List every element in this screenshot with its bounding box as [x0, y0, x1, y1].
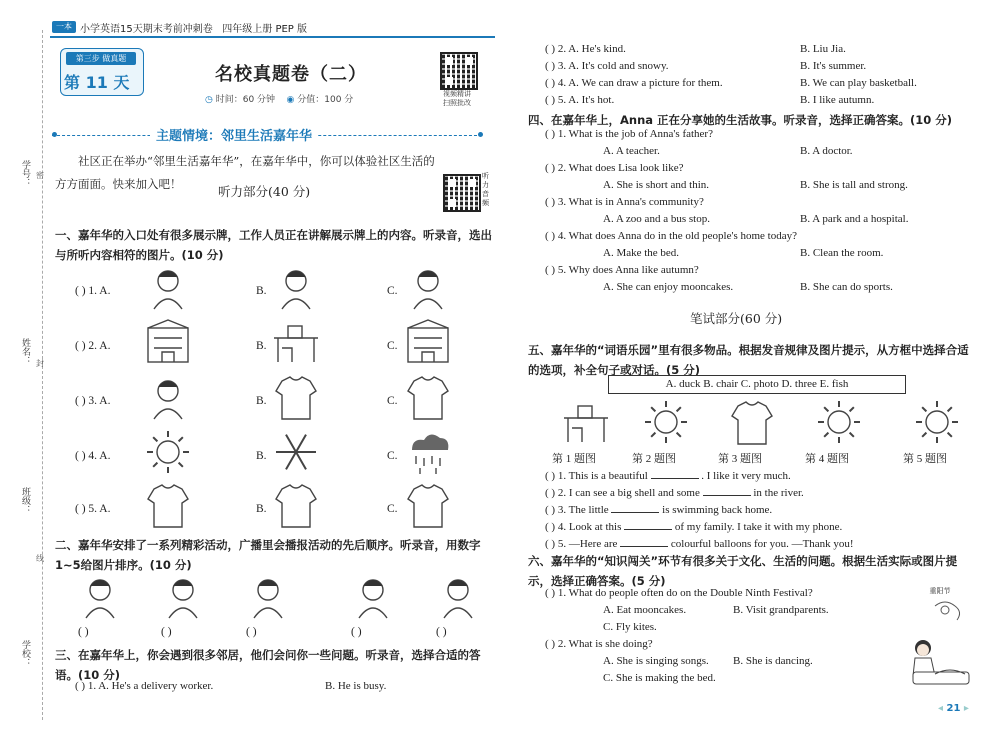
fill-blank[interactable] — [620, 536, 668, 547]
section4-question — [545, 264, 699, 276]
section3-item — [545, 43, 626, 55]
page-number-value: 21 — [946, 703, 961, 714]
shop-building-icon[interactable] — [140, 318, 196, 366]
s3-q1 — [75, 680, 213, 692]
option-c: C. She is making the bed. — [603, 672, 716, 684]
video-qr[interactable] — [440, 52, 478, 108]
festival-caption: 重阳节 — [929, 587, 951, 595]
option-a: A. A teacher. — [603, 145, 660, 157]
qr-caption: 视频精讲扫照批改 — [443, 90, 471, 107]
option-a: A. It's cold and snowy. — [568, 60, 669, 72]
section1-row — [75, 503, 110, 515]
sentence-start: —Here are — [568, 538, 618, 550]
student-id-label: 学号： — [20, 160, 30, 187]
exam-score: 分值：100 分 — [297, 95, 354, 105]
balloons-icon — [909, 398, 959, 442]
answer-blank[interactable]: ( ) 5. — [545, 264, 567, 276]
day-label: 第 11 天 — [64, 73, 130, 92]
section4-question — [545, 162, 684, 174]
picture-label: 第 2 题图 — [632, 453, 676, 465]
fish-icon — [638, 398, 688, 442]
listening-header: 听力部分(40 分) — [218, 184, 311, 199]
qr-code-icon[interactable] — [440, 52, 478, 90]
picture-label: 第 4 题图 — [805, 453, 849, 465]
kite-family-icon[interactable] — [430, 572, 496, 620]
audio-qr[interactable] — [443, 174, 481, 212]
option-b-label: B. — [256, 503, 267, 515]
question-text: What does Anna do in the old people's home today? — [568, 230, 797, 242]
s3-q1-option-b: B. He is busy. — [325, 680, 387, 692]
section5-title: 五、嘉年华的“词语乐园”里有很多物品。根据发音规律及图片提示，从方框中选择合适的选项，补全句子或对话。(5 分) — [528, 343, 969, 377]
option-a: A. She is short and thin. — [603, 179, 710, 191]
seal-mark-3: 线 — [36, 554, 44, 563]
girl-long-hair-icon[interactable] — [400, 373, 456, 421]
section1-row — [75, 285, 110, 297]
option-c-label: C. — [387, 503, 398, 515]
seal-mark-2: 封 — [36, 359, 44, 368]
section4-question — [545, 196, 704, 208]
sentence-start: The little — [568, 504, 609, 516]
snowflake-icon[interactable] — [268, 428, 324, 476]
question-text: What do people often do on the Double Ninth Festival? — [568, 587, 813, 599]
section3-item — [545, 77, 723, 89]
option-b: B. She is tall and strong. — [800, 179, 908, 191]
question-text: What is she doing? — [568, 638, 653, 650]
seal-mark-1: 密 — [36, 171, 44, 180]
section3-item — [545, 94, 614, 106]
answer-blank[interactable]: ( ) 2. — [545, 43, 567, 55]
option-a: A. It's hot. — [568, 94, 615, 106]
girl-short-hair-icon[interactable] — [268, 373, 324, 421]
answer-blank[interactable]: ( ) 2. — [545, 487, 567, 499]
fill-blank[interactable] — [624, 519, 672, 530]
order-blank[interactable]: ( ) — [351, 626, 362, 638]
answer-blank[interactable]: ( ) 1. — [545, 128, 567, 140]
answer-blank[interactable]: ( ) 1. — [545, 470, 567, 482]
sentence-start: This is a beautiful — [568, 470, 648, 482]
order-blank[interactable]: ( ) — [436, 626, 447, 638]
brand-badge: 一本 — [52, 21, 76, 33]
chef-icon[interactable] — [140, 263, 196, 311]
section4-question — [545, 230, 797, 242]
answer-blank[interactable]: ( ) 5. — [545, 538, 567, 550]
answer-blank[interactable]: ( ) 2. — [545, 638, 567, 650]
sentence-end: in the river. — [753, 487, 804, 499]
option-c-label: C. — [387, 395, 398, 407]
exam-time: 时间：60 分钟 — [215, 95, 276, 105]
option-b-label: B. — [256, 285, 267, 297]
fill-blank[interactable] — [651, 468, 699, 479]
sentence-end: of my family. I take it with my phone. — [674, 521, 843, 533]
section5-item — [545, 468, 791, 482]
answer-blank[interactable]: ( ) 4. — [545, 521, 567, 533]
option-b: B. She can do sports. — [800, 281, 893, 293]
sun-icon[interactable] — [140, 428, 196, 476]
binding-line — [42, 30, 43, 720]
shirt-icon[interactable] — [268, 481, 324, 529]
section6-question — [545, 587, 813, 599]
fill-blank[interactable] — [703, 485, 751, 496]
desk-chair-icon[interactable] — [268, 318, 324, 366]
snowman-icon[interactable] — [155, 572, 221, 620]
sweater-icon[interactable] — [140, 481, 196, 529]
section6-title: 六、嘉年华的“知识闯关”环节有很多关于文化、生活的问题。根据生活实际或图片提示，选择正确答案。(5 分) — [528, 554, 958, 588]
option-a: A. She can enjoy mooncakes. — [603, 281, 734, 293]
option-c: C. Fly kites. — [603, 621, 657, 633]
section5-item — [545, 536, 854, 550]
option-a: A. He's kind. — [568, 43, 626, 55]
order-blank[interactable]: ( ) — [78, 626, 89, 638]
picture-label: 第 5 题图 — [903, 453, 947, 465]
section3-title: 三、在嘉年华上，你会遇到很多邻居，他们会问你一些问题。听录音，选择合适的答语。(10 分) — [55, 648, 481, 682]
series-title — [80, 20, 307, 35]
girl-making-bed-icon — [905, 596, 975, 688]
theme-title: 主题情境：邻里生活嘉年华 — [150, 125, 318, 144]
page-number — [938, 703, 969, 714]
section2-title: 二、嘉年华安排了一系列精彩活动，广播里会播报活动的先后顺序。听录音，用数字 1~5给图片排序。(10 分) — [55, 538, 481, 572]
answer-blank[interactable]: ( ) 2. — [545, 162, 567, 174]
artist-icon[interactable] — [268, 263, 324, 311]
sentence-start: Look at this — [568, 521, 622, 533]
sweeping-boy-icon[interactable] — [72, 572, 138, 620]
section5-item — [545, 519, 842, 533]
question-text: What does Lisa look like? — [568, 162, 684, 174]
chair-icon — [558, 398, 608, 442]
kids-playing-icon[interactable] — [345, 572, 411, 620]
section1-title: 一、嘉年华的入口处有很多展示牌，工作人员正在讲解展示牌上的内容。听录音，选出与所听内容相符的图片。(10 分) — [55, 228, 492, 262]
section5-item — [545, 485, 804, 499]
school-label: 学校： — [20, 640, 30, 667]
option-c-label: C. — [387, 285, 398, 297]
sentence-end: colourful balloons for you. —Thank you! — [670, 538, 854, 550]
answer-blank[interactable]: ( ) 1. A. — [75, 285, 111, 297]
option-b: B. A doctor. — [800, 145, 853, 157]
duck-icon — [724, 398, 774, 442]
answer-blank[interactable]: ( ) 3. — [545, 504, 567, 516]
name-label: 姓名： — [20, 338, 30, 365]
option-a: A. We can draw a picture for them. — [568, 77, 723, 89]
section1-row — [75, 395, 110, 407]
question-text: What is the job of Anna's father? — [568, 128, 713, 140]
option-b: B. Clean the room. — [800, 247, 884, 259]
dress-icon[interactable] — [400, 481, 456, 529]
theme-dot-icon — [478, 132, 483, 137]
option-b: B. Visit grandparents. — [733, 604, 829, 616]
option-b-label: B. — [256, 395, 267, 407]
section5-item — [545, 502, 772, 516]
option-b: B. It's summer. — [800, 60, 867, 72]
answer-blank[interactable]: ( ) 3. — [545, 60, 567, 72]
fill-blank[interactable] — [611, 502, 659, 513]
cleaning-girl-icon[interactable] — [240, 572, 306, 620]
answer-blank[interactable]: ( ) 4. — [545, 230, 567, 242]
option-a: A. Eat mooncakes. — [603, 604, 687, 616]
option-c-label: C. — [387, 450, 398, 462]
audio-qr-caption: 听力音频 — [482, 172, 489, 207]
step-tag: 第三步 做真题 — [66, 52, 136, 65]
sweeper-icon[interactable] — [400, 263, 456, 311]
option-a: A. A zoo and a bus stop. — [603, 213, 710, 225]
option-b: B. Liu Jia. — [800, 43, 846, 55]
score-icon: ◉ — [286, 95, 295, 105]
word-options-box: A. duck B. chair C. photo D. three E. fish — [608, 375, 906, 394]
answer-blank[interactable]: ( ) 1. — [545, 587, 567, 599]
series-name: 小学英语15天期末考前冲刺卷 — [80, 24, 213, 35]
section4-title: 四、在嘉年华上，Anna 正在分享她的生活故事。听录音，选择正确答案。(10 分) — [528, 113, 953, 127]
picture-label: 第 1 题图 — [552, 453, 596, 465]
exam-title: 名校真题卷（二） — [215, 64, 367, 85]
order-blank[interactable]: ( ) — [246, 626, 257, 638]
sentence-start: I can see a big shell and some — [568, 487, 700, 499]
theme-intro: 社区正在举办“邻里生活嘉年华”，在嘉年华中，你可以体验社区生活的方方面面。快来加入吧！ — [55, 154, 435, 191]
option-c-label: C. — [387, 340, 398, 352]
option-b-label: B. — [256, 340, 267, 352]
option-a: A. Make the bed. — [603, 247, 680, 259]
answer-blank[interactable]: ( ) 4. — [545, 77, 567, 89]
section3-item — [545, 60, 669, 72]
prev-arrow-icon: ◂ — [938, 703, 944, 714]
double-ninth-illustration — [905, 586, 975, 686]
option-a: A. She is singing songs. — [603, 655, 709, 667]
answer-blank[interactable]: ( ) 1. — [75, 680, 97, 692]
section1-row — [75, 340, 110, 352]
edition: 四年级上册 PEP 版 — [222, 24, 308, 35]
exam-info — [205, 92, 353, 105]
family-photo-icon — [811, 398, 861, 442]
option-b: B. A park and a hospital. — [800, 213, 909, 225]
sentence-end: is swimming back home. — [662, 504, 773, 516]
answer-blank[interactable]: ( ) 2. A. — [75, 340, 111, 352]
sentence-end: . I like it very much. — [701, 470, 791, 482]
header-rule — [50, 36, 495, 38]
option-a: A. He's a delivery worker. — [98, 680, 214, 692]
section4-question — [545, 128, 713, 140]
theme-dot-icon — [52, 132, 57, 137]
rain-cloud-icon[interactable] — [400, 428, 456, 476]
answer-blank[interactable]: ( ) 5. A. — [75, 503, 111, 515]
writing-header: 笔试部分(60 分) — [690, 311, 783, 326]
section1-row — [75, 450, 110, 462]
answer-blank[interactable]: ( ) 3. — [545, 196, 567, 208]
order-blank[interactable]: ( ) — [161, 626, 172, 638]
option-b-label: B. — [256, 450, 267, 462]
clock-icon: ◷ — [205, 95, 213, 105]
class-label: 班级： — [20, 487, 30, 514]
qr-code-icon[interactable] — [443, 174, 481, 212]
option-b: B. I like autumn. — [800, 94, 875, 106]
option-b: B. We can play basketball. — [800, 77, 917, 89]
next-arrow-icon: ▸ — [963, 703, 969, 714]
section6-question — [545, 638, 653, 650]
boy-face-icon[interactable] — [140, 373, 196, 421]
answer-blank[interactable]: ( ) 5. — [545, 94, 567, 106]
tall-building-icon[interactable] — [400, 318, 456, 366]
option-b: B. She is dancing. — [733, 655, 813, 667]
question-text: Why does Anna like autumn? — [568, 264, 699, 276]
answer-blank[interactable]: ( ) 3. A. — [75, 395, 111, 407]
answer-blank[interactable]: ( ) 4. A. — [75, 450, 111, 462]
picture-label: 第 3 题图 — [718, 453, 762, 465]
question-text: What is in Anna's community? — [568, 196, 704, 208]
